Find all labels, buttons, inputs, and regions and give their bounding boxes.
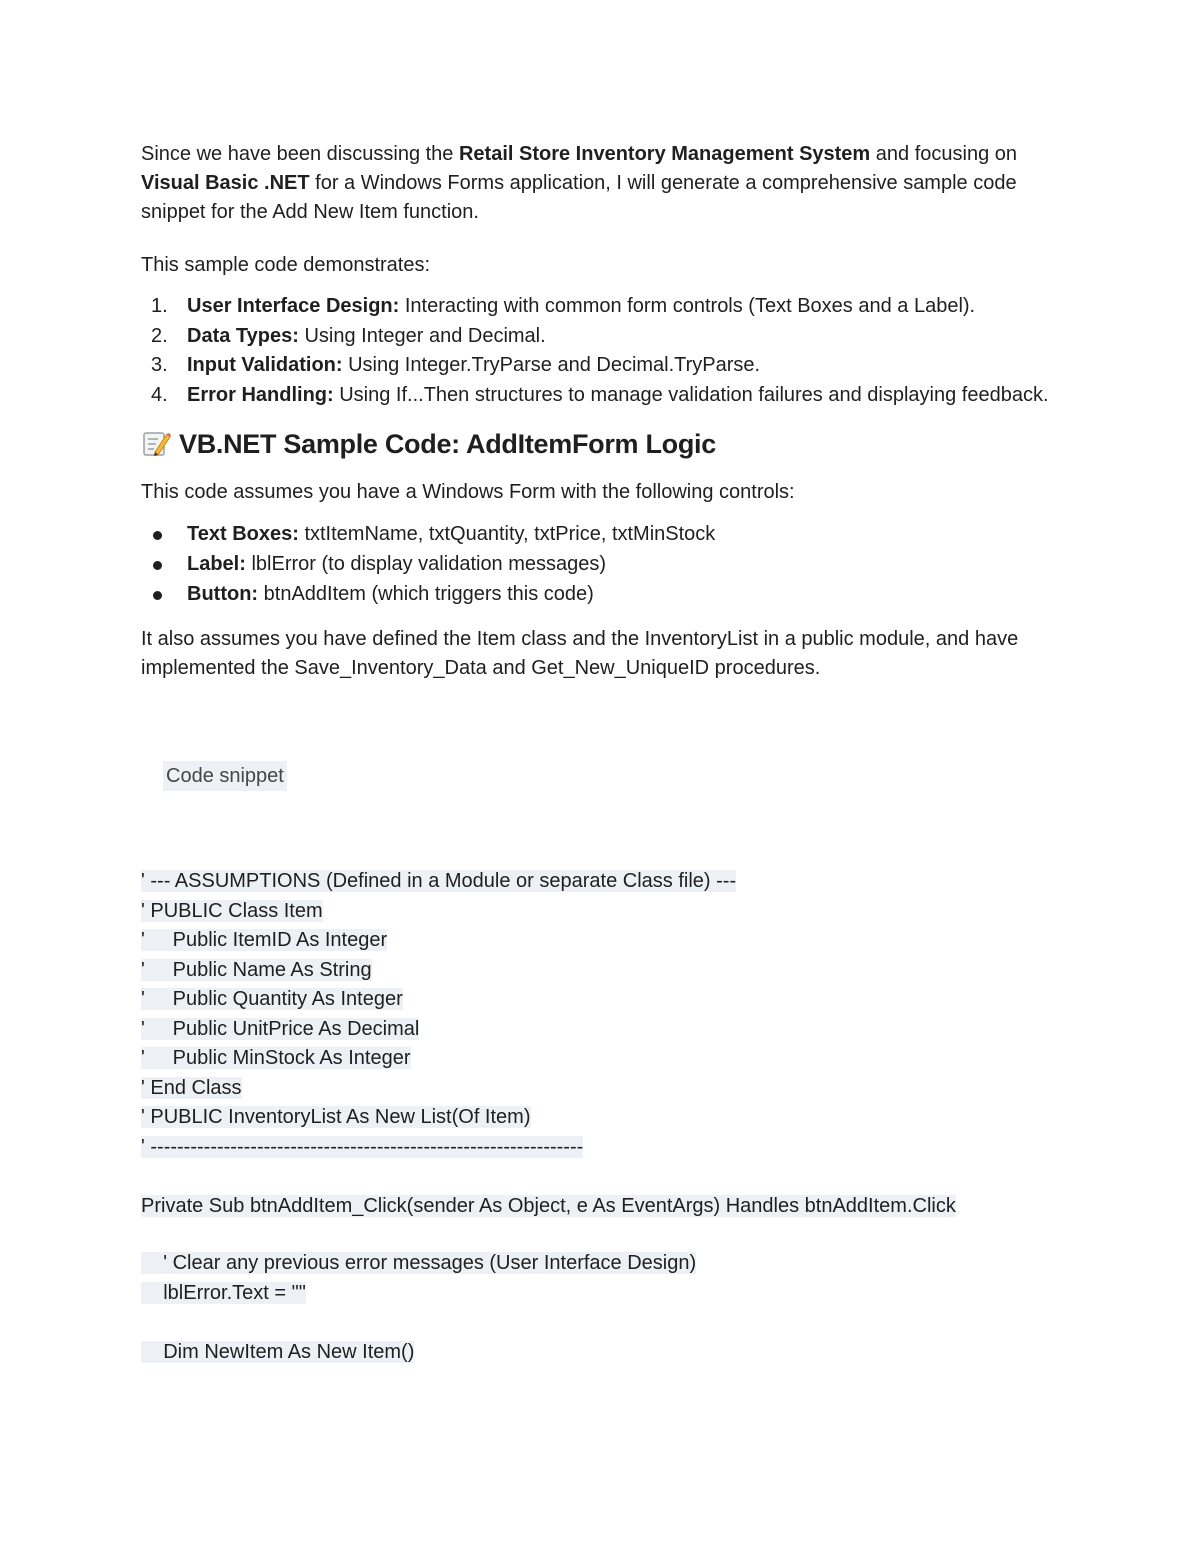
code-block bbox=[141, 867, 1081, 1367]
code-line bbox=[141, 956, 1081, 986]
controls-lead: This code assumes you have a Windows Form with the following controls: bbox=[141, 481, 795, 503]
intro-paragraph bbox=[141, 140, 1081, 227]
list-item-title: Input Validation: bbox=[187, 354, 343, 376]
code-text: ' Public ItemID As Integer bbox=[141, 929, 388, 951]
controls-list bbox=[141, 519, 1081, 609]
code-line bbox=[141, 867, 1081, 897]
code-line bbox=[141, 1103, 1081, 1133]
code-text: ' Public UnitPrice As Decimal bbox=[141, 1017, 420, 1040]
list-item-title: Data Types: bbox=[187, 324, 299, 347]
intro-text-2: and focusing on bbox=[870, 143, 1017, 165]
intro-bold-system: Retail Store Inventory Management System bbox=[458, 143, 871, 165]
list-item-text: Using If...Then structures to manage validation failures and displaying feedback. bbox=[333, 383, 1049, 406]
code-gap bbox=[141, 1221, 1081, 1249]
code-text: ' PUBLIC InventoryList As New List(Of Item) bbox=[141, 1106, 531, 1128]
bullet-icon bbox=[153, 591, 162, 600]
demonstrates-lead: This sample code demonstrates: bbox=[141, 254, 431, 276]
assumptions-paragraph: It also assumes you have defined the Item class and the InventoryList in a public module, and have implemented the Save_Inventory_Data and Get_New_UniqueID procedures. bbox=[141, 628, 1019, 679]
code-text: ' --- ASSUMPTIONS (Defined in a Module or separate Class file) --- bbox=[141, 870, 737, 892]
list-item-text: Using Integer.TryParse and Decimal.TryParse. bbox=[342, 354, 761, 376]
code-line bbox=[141, 1044, 1081, 1074]
list-item-title: Label: bbox=[187, 553, 246, 575]
code-text: ' PUBLIC Class Item bbox=[141, 899, 323, 922]
code-text: lblError.Text = "" bbox=[141, 1281, 306, 1304]
document-page bbox=[141, 140, 1081, 1367]
section-heading bbox=[141, 426, 1081, 462]
code-line bbox=[141, 1279, 1081, 1309]
list-item-title: User Interface Design: bbox=[187, 295, 400, 317]
list-item-title: Error Handling: bbox=[187, 383, 334, 406]
code-text: Dim NewItem As New Item() bbox=[141, 1340, 415, 1363]
intro-text-3: for a Windows Forms application, I will generate a comprehensive sample code snippet for the Add New Item function. bbox=[141, 172, 1017, 223]
code-line bbox=[141, 1015, 1081, 1045]
code-text: ' ----------------------------------------------------------------- bbox=[141, 1135, 584, 1158]
code-line bbox=[141, 897, 1081, 927]
code-text: ' Public MinStock As Integer bbox=[141, 1047, 411, 1069]
list-item-title: Text Boxes: bbox=[187, 523, 299, 545]
memo-pencil-icon bbox=[141, 428, 171, 458]
list-item bbox=[141, 519, 1081, 549]
code-gap bbox=[141, 1308, 1081, 1338]
code-text: ' End Class bbox=[141, 1076, 242, 1099]
list-item-text: lblError (to display validation messages) bbox=[245, 553, 607, 575]
list-item bbox=[141, 381, 1081, 411]
code-text: Private Sub btnAddItem_Click(sender As Object, e As EventArgs) Handles btnAddItem.Click bbox=[141, 1194, 956, 1217]
list-item-title: Button: bbox=[187, 583, 259, 605]
list-item-text: Using Integer and Decimal. bbox=[298, 324, 546, 347]
list-item bbox=[141, 292, 1081, 322]
code-line bbox=[141, 1074, 1081, 1104]
list-number: 1. bbox=[151, 295, 168, 317]
list-item bbox=[141, 549, 1081, 579]
list-item-text: Interacting with common form controls (Text Boxes and a Label). bbox=[399, 295, 976, 317]
list-item bbox=[141, 579, 1081, 609]
list-item bbox=[141, 322, 1081, 352]
code-text: ' Clear any previous error messages (User Interface Design) bbox=[141, 1252, 697, 1274]
code-snippet-label: Code snippet bbox=[163, 761, 287, 791]
intro-bold-language: Visual Basic .NET bbox=[141, 172, 310, 194]
code-line bbox=[141, 926, 1081, 956]
list-number: 3. bbox=[151, 354, 168, 376]
code-line bbox=[141, 985, 1081, 1015]
demonstrates-list bbox=[141, 292, 1081, 410]
code-gap bbox=[141, 1162, 1081, 1192]
intro-text-1: Since we have been discussing the bbox=[141, 143, 459, 165]
list-number: 4. bbox=[151, 383, 168, 406]
code-line bbox=[141, 1249, 1081, 1279]
code-line bbox=[141, 1338, 1081, 1368]
bullet-icon bbox=[153, 531, 162, 540]
list-item-text: txtItemName, txtQuantity, txtPrice, txtMinStock bbox=[298, 523, 716, 545]
list-item-text: btnAddItem (which triggers this code) bbox=[258, 583, 594, 605]
section-heading-text: VB.NET Sample Code: AddItemForm Logic bbox=[179, 429, 716, 459]
code-text: ' Public Name As String bbox=[141, 958, 372, 981]
list-item bbox=[141, 351, 1081, 381]
code-line bbox=[141, 1133, 1081, 1163]
list-number: 2. bbox=[151, 324, 168, 347]
code-line bbox=[141, 1192, 1081, 1222]
code-text: ' Public Quantity As Integer bbox=[141, 988, 403, 1010]
bullet-icon bbox=[153, 561, 162, 570]
